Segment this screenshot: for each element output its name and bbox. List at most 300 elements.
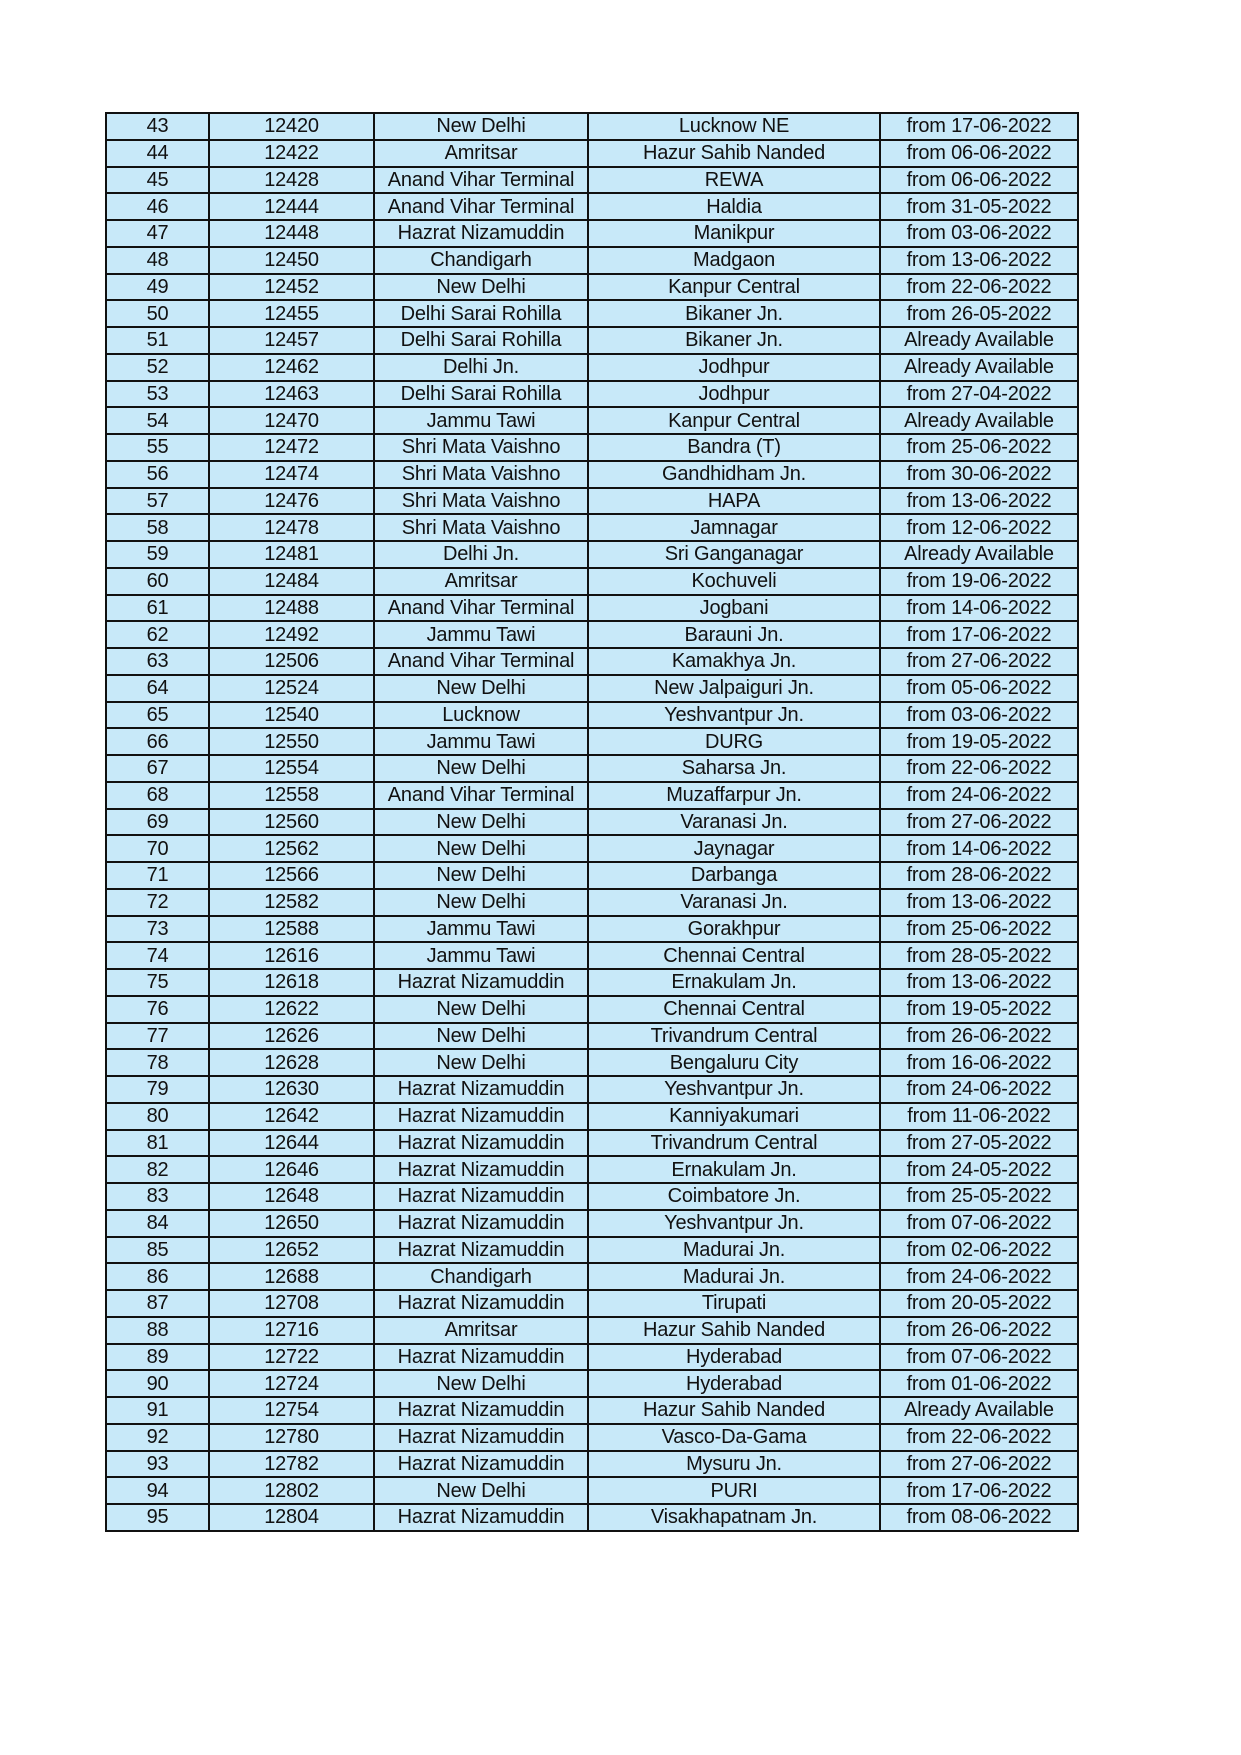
- destination-station-cell: Madgaon: [588, 247, 880, 274]
- destination-station-cell: Hazur Sahib Nanded: [588, 1317, 880, 1344]
- destination-station-cell: PURI: [588, 1477, 880, 1504]
- availability-status-cell: from 16-06-2022: [880, 1049, 1078, 1076]
- origin-station-cell: New Delhi: [374, 755, 588, 782]
- serial-number-cell: 75: [106, 969, 209, 996]
- destination-station-cell: Hyderabad: [588, 1370, 880, 1397]
- destination-station-cell: Yeshvantpur Jn.: [588, 1076, 880, 1103]
- availability-status-cell: from 03-06-2022: [880, 220, 1078, 247]
- table-row: [106, 1397, 1078, 1424]
- origin-station-cell: New Delhi: [374, 1477, 588, 1504]
- train-number-cell: 12708: [209, 1290, 374, 1317]
- table-row: [106, 1370, 1078, 1397]
- serial-number-cell: 71: [106, 862, 209, 889]
- origin-station-cell: New Delhi: [374, 862, 588, 889]
- origin-station-cell: New Delhi: [374, 889, 588, 916]
- train-number-cell: 12550: [209, 728, 374, 755]
- availability-status-cell: Already Available: [880, 327, 1078, 354]
- serial-number-cell: 79: [106, 1076, 209, 1103]
- destination-station-cell: Vasco-Da-Gama: [588, 1424, 880, 1451]
- availability-status-cell: from 26-05-2022: [880, 300, 1078, 327]
- table-row: [106, 193, 1078, 220]
- train-number-cell: 12428: [209, 167, 374, 194]
- table-row: [106, 621, 1078, 648]
- serial-number-cell: 63: [106, 648, 209, 675]
- train-number-cell: 12652: [209, 1237, 374, 1264]
- serial-number-cell: 85: [106, 1237, 209, 1264]
- table-row: [106, 1023, 1078, 1050]
- destination-station-cell: Yeshvantpur Jn.: [588, 1210, 880, 1237]
- origin-station-cell: Delhi Sarai Rohilla: [374, 327, 588, 354]
- availability-status-cell: from 06-06-2022: [880, 140, 1078, 167]
- train-number-cell: 12780: [209, 1424, 374, 1451]
- availability-status-cell: from 24-06-2022: [880, 1076, 1078, 1103]
- availability-status-cell: from 17-06-2022: [880, 1477, 1078, 1504]
- availability-status-cell: from 22-06-2022: [880, 755, 1078, 782]
- train-number-cell: 12562: [209, 835, 374, 862]
- serial-number-cell: 66: [106, 728, 209, 755]
- origin-station-cell: Hazrat Nizamuddin: [374, 1397, 588, 1424]
- availability-status-cell: from 20-05-2022: [880, 1290, 1078, 1317]
- serial-number-cell: 45: [106, 167, 209, 194]
- serial-number-cell: 67: [106, 755, 209, 782]
- table-row: [106, 1237, 1078, 1264]
- availability-status-cell: from 14-06-2022: [880, 595, 1078, 622]
- table-row: [106, 1290, 1078, 1317]
- train-number-cell: 12642: [209, 1103, 374, 1130]
- origin-station-cell: Anand Vihar Terminal: [374, 648, 588, 675]
- availability-status-cell: from 22-06-2022: [880, 1424, 1078, 1451]
- availability-status-cell: from 14-06-2022: [880, 835, 1078, 862]
- table-row: [106, 702, 1078, 729]
- train-number-cell: 12524: [209, 675, 374, 702]
- table-row: [106, 113, 1078, 140]
- train-number-cell: 12646: [209, 1156, 374, 1183]
- availability-status-cell: from 13-06-2022: [880, 969, 1078, 996]
- train-number-cell: 12688: [209, 1263, 374, 1290]
- serial-number-cell: 56: [106, 461, 209, 488]
- destination-station-cell: Gandhidham Jn.: [588, 461, 880, 488]
- table-row: [106, 969, 1078, 996]
- train-number-cell: 12476: [209, 488, 374, 515]
- origin-station-cell: Shri Mata Vaishno: [374, 514, 588, 541]
- destination-station-cell: Ernakulam Jn.: [588, 969, 880, 996]
- table-row: [106, 728, 1078, 755]
- origin-station-cell: Anand Vihar Terminal: [374, 595, 588, 622]
- availability-status-cell: from 28-06-2022: [880, 862, 1078, 889]
- origin-station-cell: Amritsar: [374, 1317, 588, 1344]
- origin-station-cell: New Delhi: [374, 835, 588, 862]
- serial-number-cell: 62: [106, 621, 209, 648]
- destination-station-cell: Manikpur: [588, 220, 880, 247]
- origin-station-cell: Shri Mata Vaishno: [374, 434, 588, 461]
- table-row: [106, 1130, 1078, 1157]
- serial-number-cell: 58: [106, 514, 209, 541]
- serial-number-cell: 80: [106, 1103, 209, 1130]
- destination-station-cell: Barauni Jn.: [588, 621, 880, 648]
- origin-station-cell: Anand Vihar Terminal: [374, 782, 588, 809]
- destination-station-cell: Madurai Jn.: [588, 1263, 880, 1290]
- train-number-cell: 12722: [209, 1344, 374, 1371]
- train-number-cell: 12650: [209, 1210, 374, 1237]
- train-number-cell: 12462: [209, 354, 374, 381]
- origin-station-cell: Jammu Tawi: [374, 407, 588, 434]
- serial-number-cell: 52: [106, 354, 209, 381]
- serial-number-cell: 81: [106, 1130, 209, 1157]
- table-body: [106, 113, 1078, 1531]
- train-number-cell: 12588: [209, 916, 374, 943]
- availability-status-cell: from 17-06-2022: [880, 113, 1078, 140]
- origin-station-cell: Anand Vihar Terminal: [374, 167, 588, 194]
- train-number-cell: 12630: [209, 1076, 374, 1103]
- destination-station-cell: Bikaner Jn.: [588, 300, 880, 327]
- train-number-cell: 12644: [209, 1130, 374, 1157]
- table-row: [106, 809, 1078, 836]
- serial-number-cell: 76: [106, 996, 209, 1023]
- availability-status-cell: from 03-06-2022: [880, 702, 1078, 729]
- train-number-cell: 12420: [209, 113, 374, 140]
- table-row: [106, 220, 1078, 247]
- serial-number-cell: 69: [106, 809, 209, 836]
- serial-number-cell: 68: [106, 782, 209, 809]
- availability-status-cell: from 13-06-2022: [880, 488, 1078, 515]
- origin-station-cell: Amritsar: [374, 140, 588, 167]
- destination-station-cell: Jodhpur: [588, 354, 880, 381]
- train-number-cell: 12754: [209, 1397, 374, 1424]
- origin-station-cell: Delhi Jn.: [374, 354, 588, 381]
- train-number-cell: 12470: [209, 407, 374, 434]
- table-row: [106, 1477, 1078, 1504]
- train-number-cell: 12782: [209, 1451, 374, 1478]
- train-number-cell: 12478: [209, 514, 374, 541]
- origin-station-cell: Jammu Tawi: [374, 728, 588, 755]
- availability-status-cell: from 30-06-2022: [880, 461, 1078, 488]
- table-row: [106, 1076, 1078, 1103]
- serial-number-cell: 83: [106, 1183, 209, 1210]
- table-row: [106, 1156, 1078, 1183]
- serial-number-cell: 53: [106, 381, 209, 408]
- train-number-cell: 12554: [209, 755, 374, 782]
- train-number-cell: 12448: [209, 220, 374, 247]
- origin-station-cell: Hazrat Nizamuddin: [374, 1183, 588, 1210]
- origin-station-cell: Hazrat Nizamuddin: [374, 1344, 588, 1371]
- destination-station-cell: New Jalpaiguri Jn.: [588, 675, 880, 702]
- availability-status-cell: from 19-06-2022: [880, 568, 1078, 595]
- availability-status-cell: from 11-06-2022: [880, 1103, 1078, 1130]
- destination-station-cell: Varanasi Jn.: [588, 809, 880, 836]
- origin-station-cell: Hazrat Nizamuddin: [374, 1103, 588, 1130]
- serial-number-cell: 93: [106, 1451, 209, 1478]
- table-row: [106, 862, 1078, 889]
- table-row: [106, 1344, 1078, 1371]
- destination-station-cell: Chennai Central: [588, 996, 880, 1023]
- table-row: [106, 167, 1078, 194]
- availability-status-cell: from 31-05-2022: [880, 193, 1078, 220]
- origin-station-cell: Hazrat Nizamuddin: [374, 1156, 588, 1183]
- destination-station-cell: Kanpur Central: [588, 407, 880, 434]
- availability-status-cell: from 12-06-2022: [880, 514, 1078, 541]
- table-row: [106, 274, 1078, 301]
- destination-station-cell: HAPA: [588, 488, 880, 515]
- serial-number-cell: 78: [106, 1049, 209, 1076]
- serial-number-cell: 55: [106, 434, 209, 461]
- serial-number-cell: 48: [106, 247, 209, 274]
- table-row: [106, 488, 1078, 515]
- destination-station-cell: Jamnagar: [588, 514, 880, 541]
- availability-status-cell: from 01-06-2022: [880, 1370, 1078, 1397]
- table-row: [106, 1424, 1078, 1451]
- destination-station-cell: Kanpur Central: [588, 274, 880, 301]
- destination-station-cell: Hazur Sahib Nanded: [588, 1397, 880, 1424]
- table-row: [106, 434, 1078, 461]
- serial-number-cell: 88: [106, 1317, 209, 1344]
- train-number-cell: 12506: [209, 648, 374, 675]
- destination-station-cell: Varanasi Jn.: [588, 889, 880, 916]
- train-number-cell: 12492: [209, 621, 374, 648]
- table-row: [106, 1504, 1078, 1531]
- destination-station-cell: Kamakhya Jn.: [588, 648, 880, 675]
- table-row: [106, 407, 1078, 434]
- table-row: [106, 354, 1078, 381]
- table-row: [106, 675, 1078, 702]
- destination-station-cell: Hyderabad: [588, 1344, 880, 1371]
- train-number-cell: 12455: [209, 300, 374, 327]
- serial-number-cell: 64: [106, 675, 209, 702]
- serial-number-cell: 61: [106, 595, 209, 622]
- destination-station-cell: Trivandrum Central: [588, 1023, 880, 1050]
- availability-status-cell: from 19-05-2022: [880, 996, 1078, 1023]
- availability-status-cell: from 07-06-2022: [880, 1344, 1078, 1371]
- train-number-cell: 12488: [209, 595, 374, 622]
- destination-station-cell: Mysuru Jn.: [588, 1451, 880, 1478]
- destination-station-cell: Coimbatore Jn.: [588, 1183, 880, 1210]
- availability-status-cell: from 05-06-2022: [880, 675, 1078, 702]
- serial-number-cell: 70: [106, 835, 209, 862]
- train-number-cell: 12472: [209, 434, 374, 461]
- origin-station-cell: Hazrat Nizamuddin: [374, 1076, 588, 1103]
- train-number-cell: 12724: [209, 1370, 374, 1397]
- table-row: [106, 1210, 1078, 1237]
- table-row: [106, 1451, 1078, 1478]
- availability-status-cell: from 27-04-2022: [880, 381, 1078, 408]
- train-number-cell: 12474: [209, 461, 374, 488]
- availability-status-cell: from 26-06-2022: [880, 1023, 1078, 1050]
- availability-status-cell: from 07-06-2022: [880, 1210, 1078, 1237]
- availability-status-cell: from 25-06-2022: [880, 916, 1078, 943]
- origin-station-cell: New Delhi: [374, 113, 588, 140]
- train-schedule-table: [105, 112, 1079, 1532]
- serial-number-cell: 46: [106, 193, 209, 220]
- train-number-cell: 12457: [209, 327, 374, 354]
- origin-station-cell: Jammu Tawi: [374, 621, 588, 648]
- origin-station-cell: Delhi Jn.: [374, 541, 588, 568]
- origin-station-cell: Shri Mata Vaishno: [374, 461, 588, 488]
- train-number-cell: 12802: [209, 1477, 374, 1504]
- availability-status-cell: from 17-06-2022: [880, 621, 1078, 648]
- destination-station-cell: Bengaluru City: [588, 1049, 880, 1076]
- destination-station-cell: Bikaner Jn.: [588, 327, 880, 354]
- origin-station-cell: Hazrat Nizamuddin: [374, 1130, 588, 1157]
- origin-station-cell: Lucknow: [374, 702, 588, 729]
- availability-status-cell: from 22-06-2022: [880, 274, 1078, 301]
- serial-number-cell: 50: [106, 300, 209, 327]
- serial-number-cell: 74: [106, 942, 209, 969]
- destination-station-cell: Lucknow NE: [588, 113, 880, 140]
- serial-number-cell: 86: [106, 1263, 209, 1290]
- availability-status-cell: from 24-06-2022: [880, 1263, 1078, 1290]
- table-row: [106, 1049, 1078, 1076]
- availability-status-cell: from 26-06-2022: [880, 1317, 1078, 1344]
- table-row: [106, 782, 1078, 809]
- train-number-cell: 12804: [209, 1504, 374, 1531]
- origin-station-cell: New Delhi: [374, 1023, 588, 1050]
- destination-station-cell: Jodhpur: [588, 381, 880, 408]
- train-number-cell: 12540: [209, 702, 374, 729]
- table-row: [106, 889, 1078, 916]
- availability-status-cell: from 08-06-2022: [880, 1504, 1078, 1531]
- serial-number-cell: 59: [106, 541, 209, 568]
- serial-number-cell: 49: [106, 274, 209, 301]
- destination-station-cell: Ernakulam Jn.: [588, 1156, 880, 1183]
- destination-station-cell: Madurai Jn.: [588, 1237, 880, 1264]
- destination-station-cell: Darbanga: [588, 862, 880, 889]
- availability-status-cell: from 19-05-2022: [880, 728, 1078, 755]
- train-number-cell: 12622: [209, 996, 374, 1023]
- serial-number-cell: 47: [106, 220, 209, 247]
- destination-station-cell: Sri Ganganagar: [588, 541, 880, 568]
- destination-station-cell: Tirupati: [588, 1290, 880, 1317]
- train-number-cell: 12450: [209, 247, 374, 274]
- origin-station-cell: Hazrat Nizamuddin: [374, 969, 588, 996]
- origin-station-cell: Amritsar: [374, 568, 588, 595]
- table-row: [106, 1263, 1078, 1290]
- train-number-cell: 12560: [209, 809, 374, 836]
- serial-number-cell: 54: [106, 407, 209, 434]
- serial-number-cell: 82: [106, 1156, 209, 1183]
- origin-station-cell: Chandigarh: [374, 247, 588, 274]
- serial-number-cell: 95: [106, 1504, 209, 1531]
- origin-station-cell: Delhi Sarai Rohilla: [374, 381, 588, 408]
- availability-status-cell: from 13-06-2022: [880, 247, 1078, 274]
- serial-number-cell: 91: [106, 1397, 209, 1424]
- destination-station-cell: Gorakhpur: [588, 916, 880, 943]
- destination-station-cell: Jaynagar: [588, 835, 880, 862]
- destination-station-cell: Hazur Sahib Nanded: [588, 140, 880, 167]
- serial-number-cell: 44: [106, 140, 209, 167]
- table-row: [106, 916, 1078, 943]
- origin-station-cell: Jammu Tawi: [374, 942, 588, 969]
- train-number-cell: 12558: [209, 782, 374, 809]
- table-row: [106, 1183, 1078, 1210]
- train-number-cell: 12628: [209, 1049, 374, 1076]
- train-number-cell: 12422: [209, 140, 374, 167]
- table-row: [106, 1317, 1078, 1344]
- table-row: [106, 461, 1078, 488]
- origin-station-cell: New Delhi: [374, 1049, 588, 1076]
- train-number-cell: 12618: [209, 969, 374, 996]
- origin-station-cell: Hazrat Nizamuddin: [374, 220, 588, 247]
- train-number-cell: 12616: [209, 942, 374, 969]
- availability-status-cell: from 25-05-2022: [880, 1183, 1078, 1210]
- train-number-cell: 12481: [209, 541, 374, 568]
- destination-station-cell: Jogbani: [588, 595, 880, 622]
- availability-status-cell: from 27-05-2022: [880, 1130, 1078, 1157]
- availability-status-cell: Already Available: [880, 1397, 1078, 1424]
- origin-station-cell: Hazrat Nizamuddin: [374, 1237, 588, 1264]
- table-row: [106, 247, 1078, 274]
- table-row: [106, 381, 1078, 408]
- availability-status-cell: Already Available: [880, 541, 1078, 568]
- destination-station-cell: REWA: [588, 167, 880, 194]
- table-row: [106, 514, 1078, 541]
- origin-station-cell: New Delhi: [374, 1370, 588, 1397]
- serial-number-cell: 89: [106, 1344, 209, 1371]
- serial-number-cell: 57: [106, 488, 209, 515]
- serial-number-cell: 84: [106, 1210, 209, 1237]
- train-number-cell: 12582: [209, 889, 374, 916]
- train-number-cell: 12716: [209, 1317, 374, 1344]
- availability-status-cell: from 06-06-2022: [880, 167, 1078, 194]
- destination-station-cell: Saharsa Jn.: [588, 755, 880, 782]
- availability-status-cell: from 27-06-2022: [880, 1451, 1078, 1478]
- origin-station-cell: Anand Vihar Terminal: [374, 193, 588, 220]
- origin-station-cell: Hazrat Nizamuddin: [374, 1451, 588, 1478]
- destination-station-cell: Trivandrum Central: [588, 1130, 880, 1157]
- origin-station-cell: Delhi Sarai Rohilla: [374, 300, 588, 327]
- availability-status-cell: from 27-06-2022: [880, 648, 1078, 675]
- availability-status-cell: from 28-05-2022: [880, 942, 1078, 969]
- destination-station-cell: Kochuveli: [588, 568, 880, 595]
- train-number-cell: 12566: [209, 862, 374, 889]
- origin-station-cell: Chandigarh: [374, 1263, 588, 1290]
- availability-status-cell: from 13-06-2022: [880, 889, 1078, 916]
- origin-station-cell: Hazrat Nizamuddin: [374, 1290, 588, 1317]
- train-number-cell: 12444: [209, 193, 374, 220]
- train-number-cell: 12626: [209, 1023, 374, 1050]
- destination-station-cell: Chennai Central: [588, 942, 880, 969]
- availability-status-cell: from 25-06-2022: [880, 434, 1078, 461]
- availability-status-cell: from 27-06-2022: [880, 809, 1078, 836]
- origin-station-cell: Hazrat Nizamuddin: [374, 1210, 588, 1237]
- serial-number-cell: 72: [106, 889, 209, 916]
- serial-number-cell: 90: [106, 1370, 209, 1397]
- serial-number-cell: 94: [106, 1477, 209, 1504]
- table-row: [106, 568, 1078, 595]
- train-number-cell: 12463: [209, 381, 374, 408]
- train-number-cell: 12452: [209, 274, 374, 301]
- table-row: [106, 140, 1078, 167]
- destination-station-cell: Haldia: [588, 193, 880, 220]
- table-row: [106, 327, 1078, 354]
- serial-number-cell: 92: [106, 1424, 209, 1451]
- serial-number-cell: 73: [106, 916, 209, 943]
- table-row: [106, 1103, 1078, 1130]
- table-row: [106, 755, 1078, 782]
- table-row: [106, 942, 1078, 969]
- table-row: [106, 996, 1078, 1023]
- availability-status-cell: from 02-06-2022: [880, 1237, 1078, 1264]
- serial-number-cell: 43: [106, 113, 209, 140]
- destination-station-cell: DURG: [588, 728, 880, 755]
- origin-station-cell: Shri Mata Vaishno: [374, 488, 588, 515]
- train-number-cell: 12648: [209, 1183, 374, 1210]
- destination-station-cell: Kanniyakumari: [588, 1103, 880, 1130]
- train-number-cell: 12484: [209, 568, 374, 595]
- origin-station-cell: Hazrat Nizamuddin: [374, 1504, 588, 1531]
- table-row: [106, 541, 1078, 568]
- table-row: [106, 648, 1078, 675]
- origin-station-cell: New Delhi: [374, 675, 588, 702]
- serial-number-cell: 87: [106, 1290, 209, 1317]
